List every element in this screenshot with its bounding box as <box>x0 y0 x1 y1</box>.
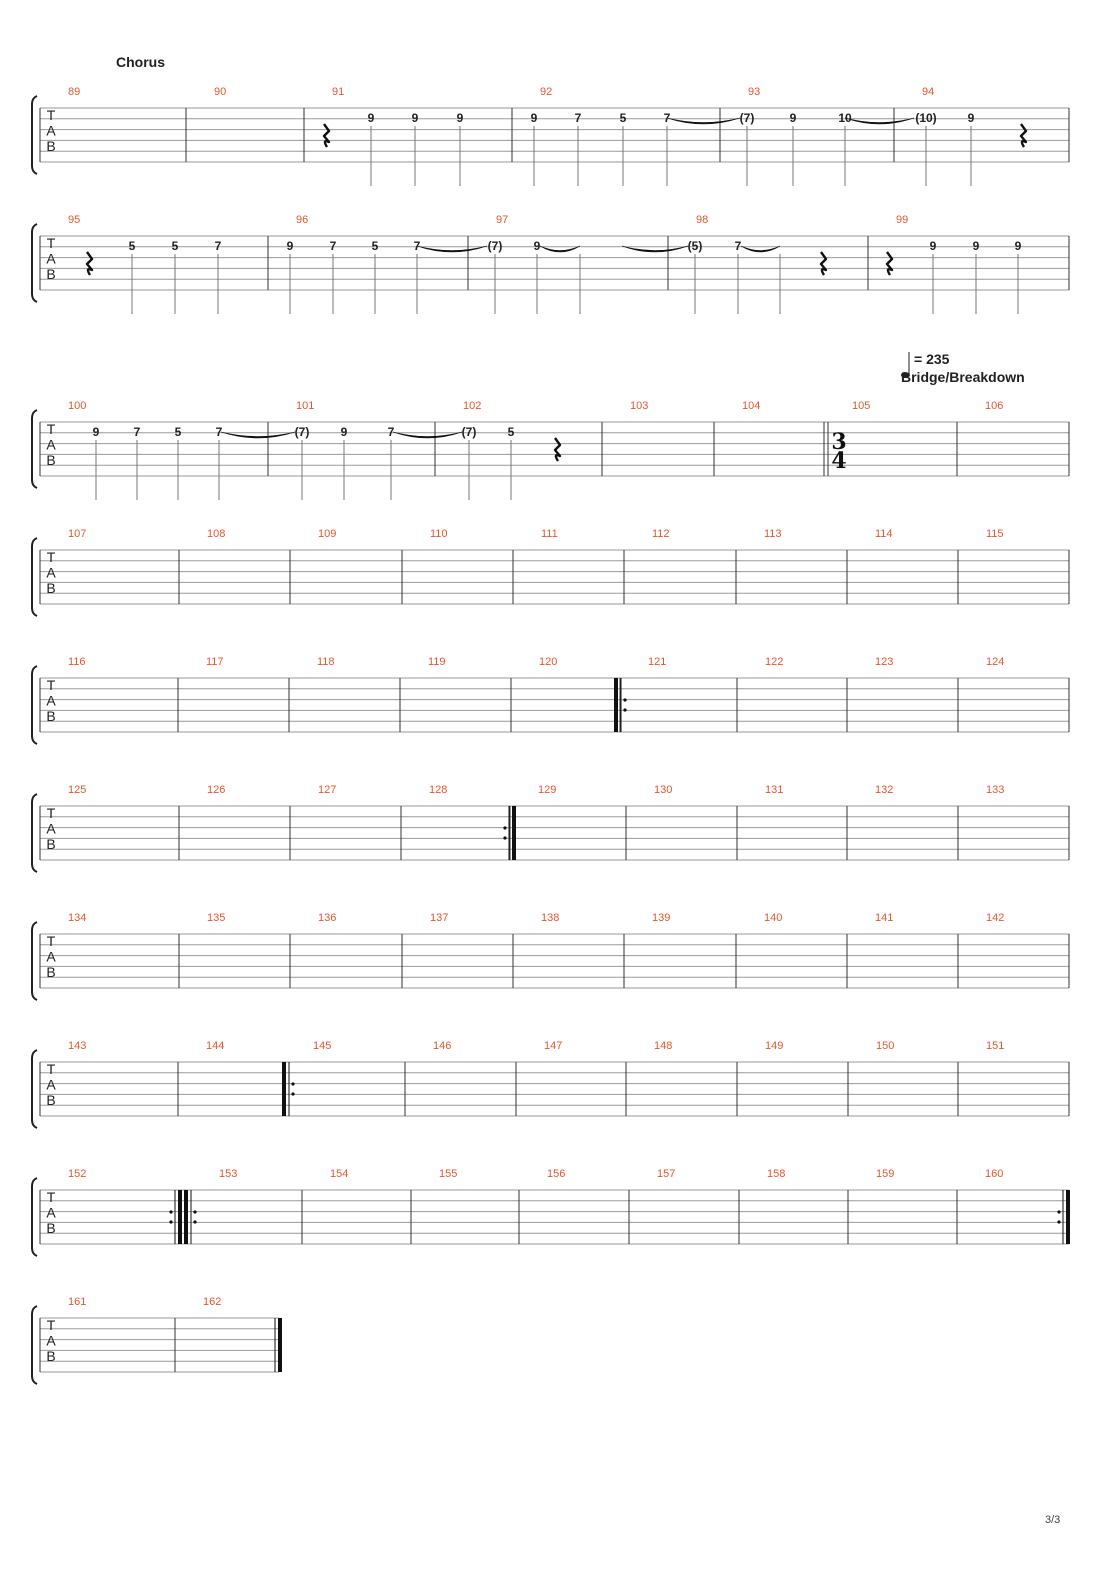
thick-barline <box>178 1190 182 1244</box>
tab-clef-letter: B <box>46 266 56 282</box>
measure-number: 92 <box>540 86 553 98</box>
fret-number: 9 <box>411 111 419 125</box>
tab-clef-letter: T <box>46 805 56 821</box>
measure-number: 131 <box>765 784 784 796</box>
fret-number: (5) <box>687 239 703 253</box>
fret-number: 9 <box>789 111 797 125</box>
tab-system-6 <box>32 784 1069 872</box>
quarter-rest <box>87 252 92 275</box>
tab-system-8 <box>32 1040 1069 1128</box>
measure-number: 91 <box>332 86 345 98</box>
repeat-start <box>184 1190 197 1244</box>
measure-number: 152 <box>68 1168 87 1180</box>
repeat-end <box>1057 1190 1070 1244</box>
measure-number: 155 <box>439 1168 458 1180</box>
tab-clef-letter: A <box>46 250 56 267</box>
measure-number: 156 <box>547 1168 566 1180</box>
tab-clef-letter: A <box>46 692 56 709</box>
repeat-dot <box>623 698 626 701</box>
measure-number: 118 <box>317 656 335 668</box>
measure-number: 101 <box>296 400 315 412</box>
measure-number: 154 <box>330 1168 349 1180</box>
measure-number: 93 <box>748 86 761 98</box>
repeat-dot <box>291 1082 294 1085</box>
fret-number: 9 <box>92 425 100 439</box>
measure-number: 111 <box>541 528 558 540</box>
measure-number: 98 <box>696 214 709 226</box>
tab-clef-letter: A <box>46 564 56 581</box>
fret-number: 9 <box>456 111 464 125</box>
quarter-rest <box>555 438 560 461</box>
page-number: 3/3 <box>1045 1514 1061 1526</box>
system-bracket <box>32 224 37 302</box>
system-bracket <box>32 96 37 174</box>
repeat-dot <box>193 1210 196 1213</box>
measure-number: 160 <box>985 1168 1004 1180</box>
fret-number: 7 <box>663 111 671 125</box>
measure-number: 153 <box>219 1168 238 1180</box>
measure-number: 95 <box>68 214 81 226</box>
tab-system-7 <box>32 912 1069 1000</box>
measure-number: 135 <box>207 912 226 924</box>
final-barline <box>275 1318 282 1372</box>
tab-clef-letter: T <box>46 933 56 949</box>
measure-number: 127 <box>318 784 337 796</box>
repeat-dot <box>291 1092 294 1095</box>
system-bracket <box>32 1306 37 1384</box>
fret-number: 9 <box>530 111 538 125</box>
thick-barline <box>614 678 618 732</box>
tab-clef-letter: B <box>46 964 56 980</box>
fret-number: 9 <box>286 239 294 253</box>
measure-number: 157 <box>657 1168 676 1180</box>
measure-number: 130 <box>654 784 673 796</box>
measure-number: 102 <box>463 400 482 412</box>
measure-number: 99 <box>896 214 909 226</box>
fret-number: (7) <box>461 425 477 439</box>
measure-number: 125 <box>68 784 87 796</box>
measure-number: 148 <box>654 1040 673 1052</box>
tab-clef-letter: T <box>46 1317 56 1333</box>
fret-number: 9 <box>967 111 975 125</box>
measure-number: 121 <box>648 656 667 668</box>
measure-number: 94 <box>922 86 935 98</box>
repeat-dot <box>1057 1220 1060 1223</box>
tab-clef-letter: B <box>46 1348 56 1364</box>
tab-clef-letter: T <box>46 1189 56 1205</box>
measure-number: 162 <box>203 1296 222 1308</box>
measure-number: 143 <box>68 1040 87 1052</box>
fret-number: 7 <box>329 239 337 253</box>
fret-number: 7 <box>214 239 222 253</box>
measure-number: 89 <box>68 86 81 98</box>
system-bracket <box>32 1178 37 1256</box>
tab-clef-letter: B <box>46 1092 56 1108</box>
measure-number: 116 <box>68 656 86 668</box>
tab-clef-letter: T <box>46 107 56 123</box>
fret-number: 7 <box>413 239 421 253</box>
measure-number: 103 <box>630 400 649 412</box>
measure-number: 128 <box>429 784 448 796</box>
fret-number: 7 <box>215 425 223 439</box>
system-bracket <box>32 922 37 1000</box>
fret-number: 9 <box>1014 239 1022 253</box>
measure-number: 123 <box>875 656 894 668</box>
system-bracket <box>32 538 37 616</box>
measure-number: 133 <box>986 784 1005 796</box>
measure-number: 104 <box>742 400 761 412</box>
measure-number: 159 <box>876 1168 895 1180</box>
tab-clef-letter: A <box>46 436 56 453</box>
measure-number: 144 <box>206 1040 225 1052</box>
fret-number: 7 <box>387 425 395 439</box>
thick-barline <box>184 1190 188 1244</box>
tab-clef-letter: B <box>46 580 56 596</box>
tab-clef-letter: B <box>46 836 56 852</box>
measure-number: 122 <box>765 656 784 668</box>
measure-number: 97 <box>496 214 509 226</box>
thick-barline <box>282 1062 286 1116</box>
measure-number: 137 <box>430 912 449 924</box>
time-signature-numerator: 3 <box>831 429 847 455</box>
thick-barline <box>512 806 516 860</box>
measure-number: 146 <box>433 1040 452 1052</box>
fret-number: (7) <box>739 111 755 125</box>
measure-number: 142 <box>986 912 1005 924</box>
measure-number: 136 <box>318 912 337 924</box>
tab-system-4 <box>32 528 1069 616</box>
measure-number: 107 <box>68 528 87 540</box>
fret-number: (7) <box>487 239 503 253</box>
measure-number: 106 <box>985 400 1004 412</box>
fret-number: 10 <box>838 111 852 125</box>
measure-number: 126 <box>207 784 226 796</box>
fret-number: 9 <box>340 425 348 439</box>
measure-number: 100 <box>68 400 87 412</box>
chorus-section-label: Chorus <box>116 54 165 70</box>
repeat-dot <box>169 1210 172 1213</box>
fret-number: 7 <box>574 111 582 125</box>
time-signature-denominator: 4 <box>831 448 847 474</box>
measure-number: 149 <box>765 1040 784 1052</box>
tab-system-10 <box>32 1296 279 1384</box>
fret-number: 7 <box>133 425 141 439</box>
fret-number: 9 <box>367 111 375 125</box>
repeat-dot <box>503 826 506 829</box>
system-bracket <box>32 1050 37 1128</box>
fret-number: (7) <box>294 425 310 439</box>
quarter-rest <box>887 252 892 275</box>
measure-number: 132 <box>875 784 894 796</box>
measure-number: 108 <box>207 528 226 540</box>
tab-clef-letter: A <box>46 948 56 965</box>
tab-clef-letter: A <box>46 122 56 139</box>
thick-barline <box>278 1318 282 1372</box>
fret-number: (10) <box>915 111 937 125</box>
tab-clef-letter: T <box>46 421 56 437</box>
measure-number: 147 <box>544 1040 563 1052</box>
tab-system-1 <box>32 86 1069 186</box>
fret-number: 9 <box>533 239 541 253</box>
system-bracket <box>32 410 37 488</box>
measure-number: 115 <box>986 528 1004 540</box>
tab-clef-letter: B <box>46 1220 56 1236</box>
tab-clef-letter: B <box>46 708 56 724</box>
tab-system-3 <box>32 400 1069 500</box>
tab-clef-letter: T <box>46 235 56 251</box>
measure-number: 150 <box>876 1040 895 1052</box>
measure-number: 114 <box>875 528 893 540</box>
measure-number: 129 <box>538 784 557 796</box>
measure-number: 145 <box>313 1040 332 1052</box>
measure-number: 105 <box>852 400 871 412</box>
tab-clef-letter: B <box>46 138 56 154</box>
tab-system-2 <box>32 214 1069 314</box>
tab-clef-letter: A <box>46 1076 56 1093</box>
measure-number: 138 <box>541 912 560 924</box>
measure-number: 161 <box>68 1296 87 1308</box>
repeat-dot <box>503 836 506 839</box>
repeat-end <box>169 1190 182 1244</box>
tab-clef-letter: T <box>46 677 56 693</box>
measure-number: 117 <box>206 656 224 668</box>
thick-barline <box>1066 1190 1070 1244</box>
fret-number: 7 <box>734 239 742 253</box>
system-bracket <box>32 794 37 872</box>
repeat-dot <box>1057 1210 1060 1213</box>
tab-clef-letter: T <box>46 1061 56 1077</box>
fret-number: 9 <box>972 239 980 253</box>
tempo-marking: = 235 <box>914 351 950 367</box>
bridge-marker <box>828 351 1025 476</box>
repeat-dot <box>193 1220 196 1223</box>
repeat-start <box>282 1062 295 1116</box>
fret-number: 5 <box>507 425 515 439</box>
fret-number: 5 <box>371 239 379 253</box>
quarter-rest <box>324 124 329 147</box>
measure-number: 96 <box>296 214 309 226</box>
measure-number: 124 <box>986 656 1005 668</box>
tab-clef-letter: A <box>46 1332 56 1349</box>
quarter-rest <box>1021 124 1026 147</box>
quarter-rest <box>821 252 826 275</box>
measure-number: 119 <box>428 656 446 668</box>
measure-number: 134 <box>68 912 87 924</box>
measure-number: 90 <box>214 86 227 98</box>
tab-clef-letter: B <box>46 452 56 468</box>
fret-number: 5 <box>619 111 627 125</box>
tab-clef-letter: A <box>46 820 56 837</box>
fret-number: 5 <box>128 239 136 253</box>
fret-number: 9 <box>929 239 937 253</box>
measure-number: 113 <box>764 528 782 540</box>
measure-number: 120 <box>539 656 558 668</box>
measure-number: 151 <box>986 1040 1005 1052</box>
bridge-section-label: Bridge/Breakdown <box>901 369 1025 385</box>
measure-number: 141 <box>875 912 894 924</box>
measure-number: 109 <box>318 528 337 540</box>
tab-clef-letter: T <box>46 549 56 565</box>
repeat-dot <box>169 1220 172 1223</box>
measure-number: 110 <box>430 528 448 540</box>
tab-clef-letter: A <box>46 1204 56 1221</box>
measure-number: 112 <box>652 528 670 540</box>
system-bracket <box>32 666 37 744</box>
measure-number: 158 <box>767 1168 786 1180</box>
repeat-dot <box>623 708 626 711</box>
tab-system-5 <box>32 656 1069 744</box>
measure-number: 140 <box>764 912 783 924</box>
fret-number: 5 <box>174 425 182 439</box>
measure-number: 139 <box>652 912 671 924</box>
fret-number: 5 <box>171 239 179 253</box>
